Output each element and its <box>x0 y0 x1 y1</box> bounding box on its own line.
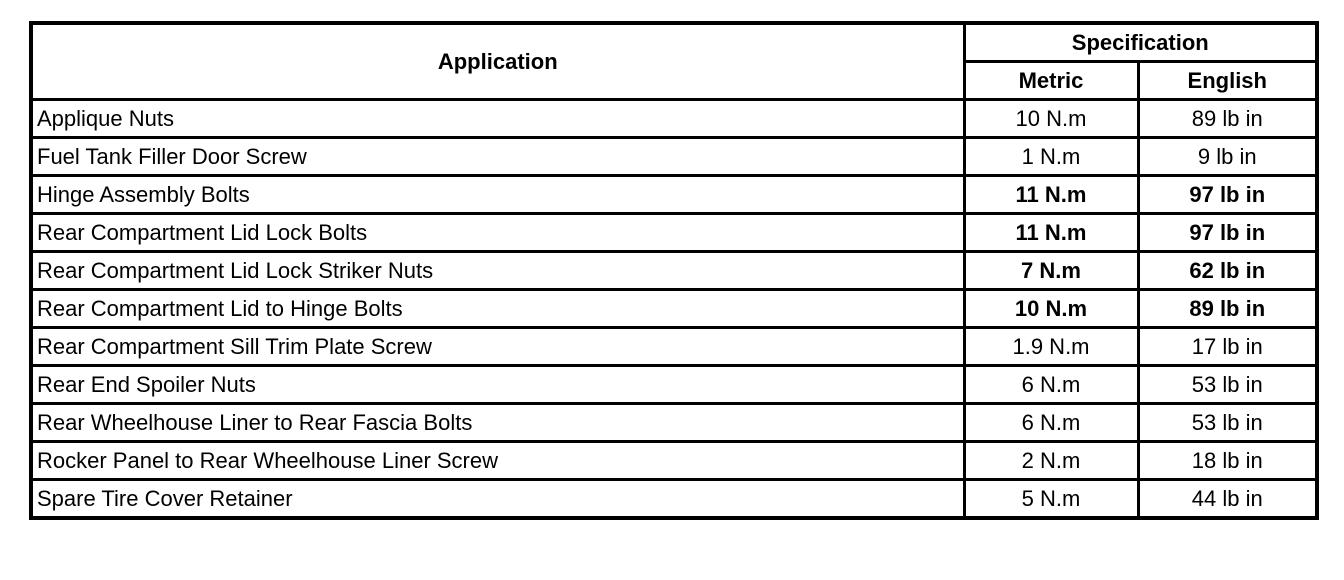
application-cell: Rear Compartment Lid to Hinge Bolts <box>31 290 964 328</box>
table-row <box>31 176 1317 214</box>
metric-value-cell: 6 N.m <box>964 404 1138 442</box>
application-cell: Rear Compartment Sill Trim Plate Screw <box>31 328 964 366</box>
fastener-specification-table <box>29 21 1319 520</box>
table-row <box>31 442 1317 480</box>
metric-value-cell: 5 N.m <box>964 480 1138 519</box>
english-value-cell: 97 lb in <box>1138 176 1317 214</box>
metric-column-header: Metric <box>964 62 1138 100</box>
application-cell: Rocker Panel to Rear Wheelhouse Liner Screw <box>31 442 964 480</box>
english-value-cell: 97 lb in <box>1138 214 1317 252</box>
english-value-cell: 89 lb in <box>1138 290 1317 328</box>
specification-group-header: Specification <box>964 23 1317 62</box>
english-value-cell: 53 lb in <box>1138 366 1317 404</box>
application-cell: Fuel Tank Filler Door Screw <box>31 138 964 176</box>
table-row <box>31 100 1317 138</box>
table-row <box>31 480 1317 519</box>
metric-value-cell: 10 N.m <box>964 100 1138 138</box>
table-row <box>31 404 1317 442</box>
metric-value-cell: 1.9 N.m <box>964 328 1138 366</box>
english-value-cell: 62 lb in <box>1138 252 1317 290</box>
application-cell: Rear Compartment Lid Lock Bolts <box>31 214 964 252</box>
metric-value-cell: 10 N.m <box>964 290 1138 328</box>
metric-value-cell: 2 N.m <box>964 442 1138 480</box>
table-body <box>31 100 1317 519</box>
english-value-cell: 9 lb in <box>1138 138 1317 176</box>
application-column-header: Application <box>31 23 964 100</box>
english-value-cell: 44 lb in <box>1138 480 1317 519</box>
english-value-cell: 89 lb in <box>1138 100 1317 138</box>
table-row <box>31 290 1317 328</box>
metric-value-cell: 11 N.m <box>964 214 1138 252</box>
table-row <box>31 138 1317 176</box>
table-row <box>31 214 1317 252</box>
table-header <box>31 23 1317 100</box>
table-row <box>31 366 1317 404</box>
english-value-cell: 17 lb in <box>1138 328 1317 366</box>
table-row <box>31 328 1317 366</box>
metric-value-cell: 11 N.m <box>964 176 1138 214</box>
application-cell: Applique Nuts <box>31 100 964 138</box>
english-value-cell: 18 lb in <box>1138 442 1317 480</box>
table-row <box>31 252 1317 290</box>
metric-value-cell: 6 N.m <box>964 366 1138 404</box>
english-column-header: English <box>1138 62 1317 100</box>
header-row-top <box>31 23 1317 62</box>
application-cell: Spare Tire Cover Retainer <box>31 480 964 519</box>
application-cell: Rear End Spoiler Nuts <box>31 366 964 404</box>
application-cell: Rear Wheelhouse Liner to Rear Fascia Bolts <box>31 404 964 442</box>
metric-value-cell: 7 N.m <box>964 252 1138 290</box>
application-cell: Rear Compartment Lid Lock Striker Nuts <box>31 252 964 290</box>
metric-value-cell: 1 N.m <box>964 138 1138 176</box>
english-value-cell: 53 lb in <box>1138 404 1317 442</box>
application-cell: Hinge Assembly Bolts <box>31 176 964 214</box>
